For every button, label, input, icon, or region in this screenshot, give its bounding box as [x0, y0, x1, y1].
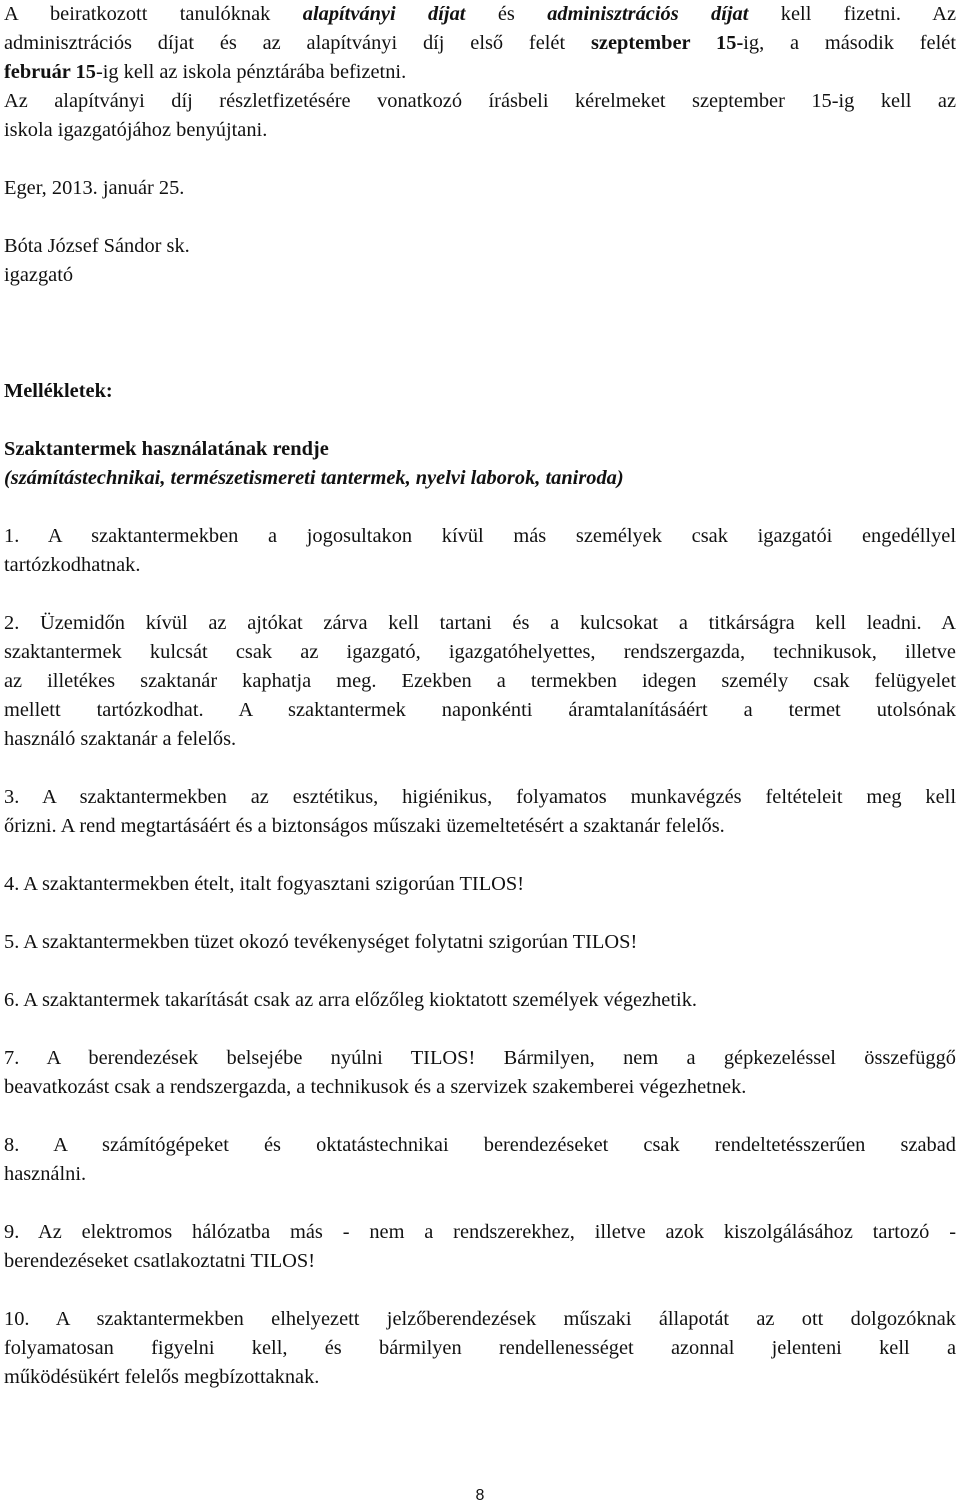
place-date: Eger, 2013. január 25. [4, 177, 185, 199]
spacer [4, 406, 956, 435]
rule-line: 9. Az elektromos hálózatba más - nem a rendszerekhez, illetve azok kiszolgálásához tartozó - [4, 1221, 956, 1243]
rule-line: használó szaktanár a felelős. [4, 728, 237, 750]
text-run: adminisztrációs díjat és az alapítványi díj első felét [4, 32, 591, 54]
rule-line: működésükért felelős megbízottaknak. [4, 1366, 320, 1388]
rule-line: használni. [4, 1163, 87, 1185]
rule-line: 8. A számítógépeket és oktatástechnikai berendezéseket csak rendeltetésszerűen szabad [4, 1134, 956, 1156]
rule-paragraph [4, 1218, 956, 1276]
spacer [4, 841, 956, 870]
rule-paragraph [4, 522, 956, 580]
rule-line: őrizni. A rend megtartásáért és a biztonságos műszaki üzemeltetésért a szaktanár felelős. [4, 815, 725, 837]
spacer [4, 145, 956, 174]
text-run: -ig kell az iskola pénztárába befizetni. [95, 61, 407, 83]
rules-subtitle: (számítástechnikai, természetismereti tantermek, nyelvi laborok, taniroda) [4, 467, 624, 489]
spacer [4, 493, 956, 522]
spacer [4, 1276, 956, 1305]
attachments-heading: Mellékletek: [4, 380, 113, 402]
spacer [4, 899, 956, 928]
admin-fee-term: adminisztrációs díjat [547, 3, 749, 25]
spacer [4, 580, 956, 609]
rule-line: 1. A szaktantermekben a jogosultakon kívül más személyek csak igazgatói engedéllyel [4, 525, 956, 547]
spacer [4, 290, 956, 377]
fee-line-2 [4, 29, 956, 58]
rule-line: 5. A szaktantermekben tüzet okozó tevékenységet folytatni szigorúan TILOS! [4, 931, 638, 953]
rules-title: Szaktantermek használatának rendje [4, 438, 329, 460]
rule-line: az illetékes szaktanár kaphatja meg. Ezekben a termekben idegen személy csak felügyelet [4, 670, 956, 692]
rule-line: 10. A szaktantermekben elhelyezett jelzőberendezések műszaki állapotát az ott dolgozóknak [4, 1308, 956, 1330]
rule-line: folyamatosan figyelni kell, és bármilyen rendellenességet azonnal jelenteni kell a [4, 1337, 956, 1359]
rule-paragraph [4, 986, 956, 1015]
spacer [4, 957, 956, 986]
rule-line: 2. Üzemidőn kívül az ajtókat zárva kell tartani és a kulcsokat a titkárságra kell leadni. A [4, 612, 956, 634]
rule-line: 7. A berendezések belsejébe nyúlni TILOS! Bármilyen, nem a gépkezeléssel összefüggő [4, 1047, 956, 1069]
fee-line-3 [4, 58, 956, 87]
fee-line-1 [4, 0, 956, 29]
signature-title: igazgató [4, 264, 74, 286]
rule-paragraph [4, 928, 956, 957]
spacer [4, 754, 956, 783]
text-run: ig, a második felét [743, 32, 956, 54]
spacer [4, 1015, 956, 1044]
rules-list [4, 493, 956, 1392]
rule-line: 4. A szaktantermekben ételt, italt fogyasztani szigorúan TILOS! [4, 873, 524, 895]
spacer [4, 1189, 956, 1218]
rule-paragraph [4, 1131, 956, 1189]
rule-line: 6. A szaktantermek takarítását csak az arra előzőleg kioktatott személyek végezhetik. [4, 989, 697, 1011]
fee-paragraph [4, 0, 956, 145]
spacer [4, 203, 956, 232]
rule-line: tartózkodhatnak. [4, 554, 141, 576]
deadline-february: február 15 [4, 61, 96, 83]
page-number: 8 [475, 1487, 485, 1504]
rule-line: beavatkozást csak a rendszergazda, a technikusok és a szervizek szakemberei végezhetnek. [4, 1076, 747, 1098]
spacer [4, 1102, 956, 1131]
fee-line-5: iskola igazgatójához benyújtani. [4, 119, 268, 141]
foundation-fee-term: alapítványi díjat [302, 3, 466, 25]
rule-paragraph [4, 1305, 956, 1392]
deadline-september: szeptember 15- [590, 32, 744, 54]
signature-name: Bóta József Sándor sk. [4, 235, 190, 257]
text-run: A beiratkozott tanulóknak [4, 3, 303, 25]
rule-line: szaktantermek kulcsát csak az igazgató, igazgatóhelyettes, rendszergazda, technikusok, illetve [4, 641, 956, 663]
text-run: kell fizetni. Az [748, 3, 956, 25]
document-page [4, 0, 956, 1392]
rule-line: mellett tartózkodhat. A szaktantermek naponkénti áramtalanításáért a termet utolsónak [4, 699, 956, 721]
fee-line-4: Az alapítványi díj részletfizetésére vonatkozó írásbeli kérelmeket szeptember 15-ig kell az [4, 90, 956, 112]
rule-line: berendezéseket csatlakoztatni TILOS! [4, 1250, 316, 1272]
text-run: és [465, 3, 548, 25]
rule-line: 3. A szaktantermekben az esztétikus, higiénikus, folyamatos munkavégzés feltételeit meg kell [4, 786, 956, 808]
rule-paragraph [4, 1044, 956, 1102]
rule-paragraph [4, 870, 956, 899]
rule-paragraph [4, 783, 956, 841]
rule-paragraph [4, 609, 956, 754]
